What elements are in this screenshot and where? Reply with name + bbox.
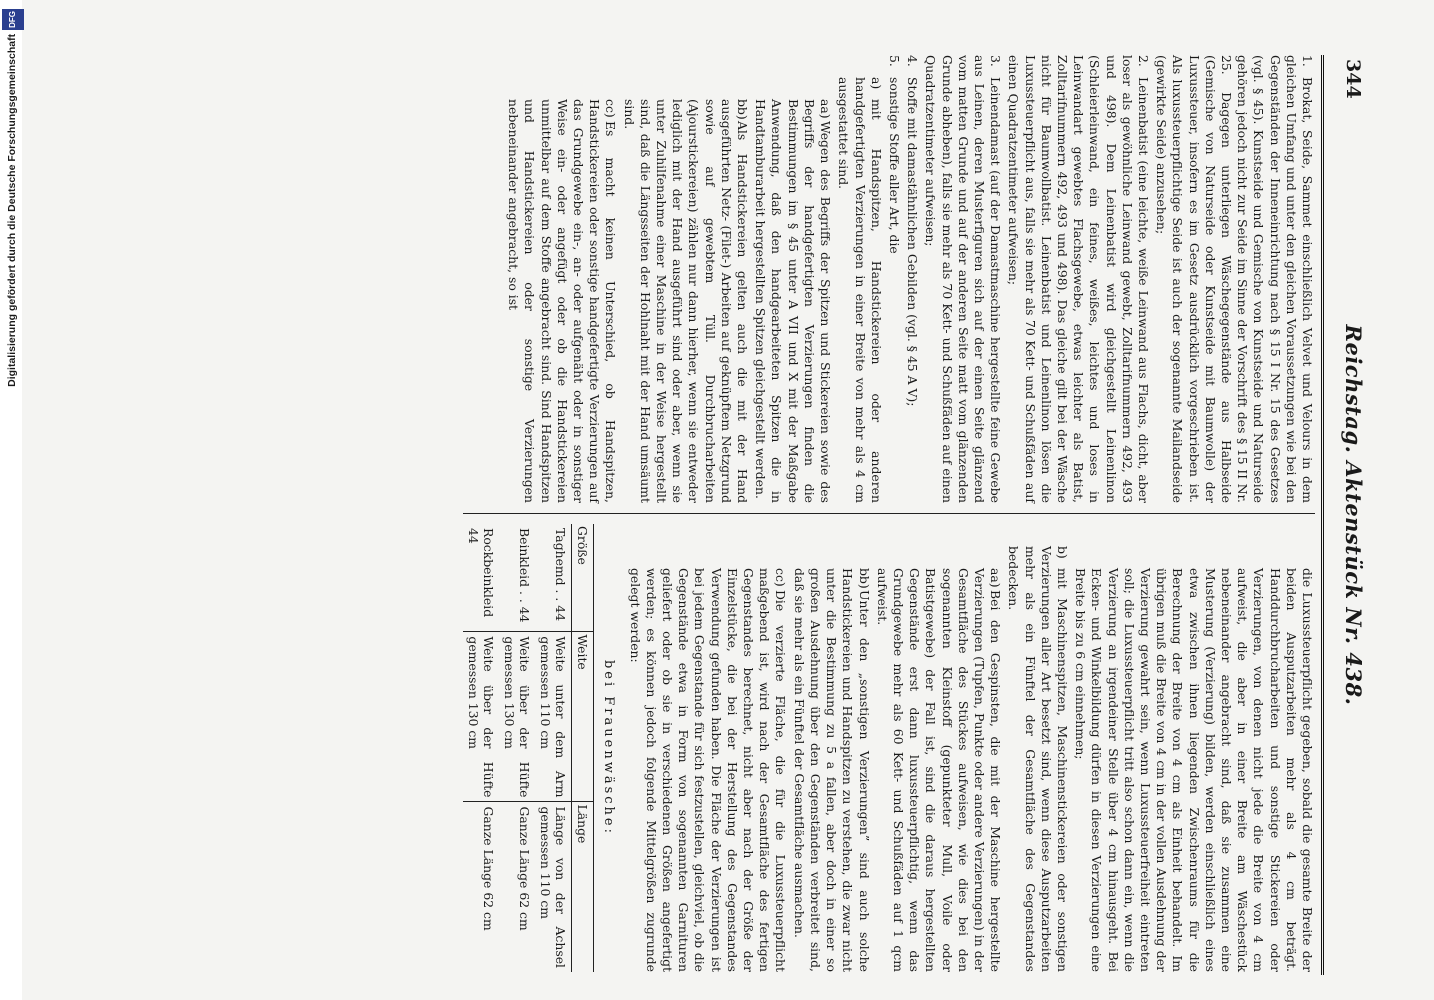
dfg-credit-text: Digitalisierung gefördert durch die Deutsche Forschungsgemeinschaft bbox=[6, 33, 18, 387]
paragraph-5b-cc: cc)Die verzierte Fläche, die für die Luxussteuerpflicht maßgebend ist, wird nach der Gesamtfläche des fertigen Gegenstandes berechnet, nicht aber nach der Größe der Einzelstücke, die bei der Herstellung des Gegenstandes Verwendung gefunden haben. Die Fläche der Verzierungen ist bei jedem Gegenstande für sich festzustellen, gleichviel, ob die Gegenstände etwa in Form von sogenannten Garnituren geliefert oder ob sie in verschiedenen Größen angefertigt werden; es können jedoch folgende Mittelgrößen zugrunde gelegt werden: bbox=[627, 568, 789, 972]
paragraph-5b-bb: bb)Unter den „sonstigen Verzierungen” sind auch solche Handstickereien und Handspitzen zu verstehen, die zwar nicht unter die Bestimmung zu 5 a fallen, aber doch in einer so großen Ausdehnung über den Gegenständen verbreitet sind, daß sie mehr als ein Fünftel der Gesamtfläche ausmachen. bbox=[791, 568, 872, 972]
dfg-credit bbox=[1, 1, 23, 981]
rotated-content bbox=[80, 55, 1370, 975]
table-cell: Weite unter dem Arm gemessen 110 cm bbox=[535, 632, 572, 802]
table-cell: Taghemd . . 44 bbox=[553, 528, 569, 622]
table-cell: Beinkleid . . 44 bbox=[517, 528, 533, 623]
left-column bbox=[463, 55, 1315, 513]
col-header-length: Länge bbox=[572, 802, 594, 972]
right-column bbox=[463, 513, 1315, 972]
dfg-logo: DFG bbox=[2, 9, 24, 30]
paragraph-5b: b)mit Maschinenspitzen, Maschinenstickereien oder sonstigen Verzierungen aller Art besetzt sind, wenn diese Ausputzarbeiten mehr als ein Fünftel der Gesamtfläche des Gegenstandes bedecken. bbox=[1006, 546, 1070, 972]
paragraph-3: 3.Leinendamast (auf der Damastmaschine hergestellte feine Gewebe aus Leinen, deren Musterfiguren sich auf der einen Seite glänzend vom matten Grunde und auf der anderen Seite matt vom glänzenden Grunde abheben), falls sie mehr als 70 Kett- und Schußfäden auf einen Quadratzentimeter aufweisen; bbox=[923, 55, 1004, 503]
paragraph-5: 5.sonstige Stoffe aller Art, die bbox=[886, 55, 902, 254]
table-header-row bbox=[572, 524, 594, 972]
col-header-size: Größe bbox=[572, 524, 594, 632]
table-cell: Länge von der Achsel gemessen 110 cm bbox=[535, 802, 572, 972]
footer-strip bbox=[0, 0, 22, 1000]
table-cell: Ganze Länge 62 cm bbox=[463, 802, 499, 972]
paragraph-5b-aa: aa)Bei den Gespinsten, die mit der Maschine hergestellte Verzierungen (Tupfen, Punkte oder andere Verzierungen) in der Gesamtfläche des Stückes aufweisen, wie dies bei den sogenannten Kleinstoff (gepunkteter Mull, Voile oder Batistgewebe) der Fall ist, sind die daraus hergestellten Gegenstände erst dann luxussteuerpflichtig, wenn das Grundgewebe mehr als 60 Kett- und Schußfäden auf 1 qcm aufweist. bbox=[874, 568, 1004, 972]
table-row bbox=[499, 524, 535, 972]
paragraph-2: 2.Leinenbatist (eine leichte, weiße Leinwand aus Flachs, dicht, aber loser als gewöhnliche Leinwand gewebt, Zolltarifnummern 492, 493 und 498). Dem Leinenbatist wird gleichgestellt Leinenlinon (Schleierleinwand, ein feines, weißes, leichtes und loses in Leinwandart gewebtes Flachsgewebe, etwas leichter als Batist, Zolltarifnummern 492, 493 und 498). Das gleiche gilt bei der Wäsche nicht für Baumwollbatist. Leinenbatist und Leinenlinon lösen die Luxussteuerpflicht aus, falls sie mehr als 70 Kett- und Schußfäden auf einen Quadratzentimeter aufweisen; bbox=[1006, 55, 1151, 503]
paragraph-1: 1.Brokat, Seide, Sammet einschließlich Velvet und Velours in dem gleichen Umfang und unter den gleichen Voraussetzungen wie bei den Gegenständen der Inneneinrichtung nach § 15 I Nr. 15 des Gesetzes (vgl. § 45). Kunstseide und Gemische von Kunstseide und Naturseide gehören jedoch nicht zur Seide im Sinne der Vorschrift des § 15 II Nr. 25. Dagegen unterliegen Wäschegegenstände aus Halbseide (Gemische von Naturseide oder Kunstseide mit Baumwolle) der Luxussteuer, insofern es im Gesetz ausdrücklich vorgeschrieben ist. Als luxussteuerpflichtige Seide ist auch der sogenannte Mailandseide (gewirkte Seide) anzusehen; bbox=[1154, 55, 1315, 503]
size-table bbox=[463, 524, 594, 972]
col-header-width: Weite bbox=[572, 632, 594, 802]
paragraph-5a: a)mit Handspitzen, Handstickereien oder anderen handgefertigten Verzierungen in einer Breite von mehr als 4 cm ausgestattet sind. bbox=[836, 77, 884, 503]
paragraph-5a-bb: bb)Als Handstickereien gelten auch die mit der Hand ausgeführten Netz- (Filet-) Arbeiten auf geknüpftem Netzgrund sowie auf gewebtem Tüll. Durchbrucharbeiten (Ajourstickereien) zählen nur dann hierher, wenn sie entweder lediglich mit der Hand ausgeführt sind oder aber, wenn sie unter Zuhilfenahme einer Maschine in der Weise hergestellt sind, daß die Längsseiten der Hohlnaht mit der Hand umsäumt sind. bbox=[621, 99, 751, 503]
table-cell: Rockbeinkleid 44 bbox=[466, 528, 497, 618]
table-title: bei Frauenwäsche: bbox=[601, 659, 617, 836]
paragraph-4: 4.Stoffe mit damastähnlichen Gebilden (vgl. § 45 A V); bbox=[905, 55, 921, 407]
page-header bbox=[1321, 55, 1370, 975]
paragraph-5a-aa: aa)Wegen des Begriffs der Spitzen und Stickereien sowie des Begriffs der handgefertigten Verzierungen finden die Bestimmungen im § 45 unter A VII und X mit der Maßgabe Anwendung, daß den handgearbeiteten Spitzen die in Handtamburarbeit hergestellten Spitzen gleichgestellt werden. bbox=[753, 99, 834, 503]
paragraph-5a-cc: cc)Es macht keinen Unterschied, ob Handspitzen, Handstickereien oder sonstige handgefertigte Verzierungen auf das Grundgewebe ein-, an- oder aufgenäht oder in sonstiger Weise ein- oder angefügt oder ob die Handstickereien unmittelbar auf dem Stoffe angebracht sind. Sind Handspitzen und Handstickereien oder sonstige Verzierungen nebeneinander angebracht, so ist bbox=[506, 99, 619, 503]
scanned-page bbox=[80, 55, 1370, 975]
table-cell: Ganze Länge 62 cm bbox=[499, 802, 535, 972]
two-columns bbox=[463, 55, 1315, 975]
page-title: Reichstag. Aktenstück Nr. 438. bbox=[1341, 324, 1366, 706]
table-row bbox=[535, 524, 572, 972]
paragraph-continued: die Luxussteuerpflicht gegeben, sobald die gesamte Breite der beiden Ausputzarbeiten mehr als 4 cm beträgt. Handdurchbrucharbeiten und sonstige Stickereien oder Verzierungen, von denen nicht jede die Breite von 4 cm aufweist, die aber in einer Breite am Wäschestück nebeneinander angebracht sind, daß sie zusammen eine Musterung (Verzierung) bilden, werden einschließlich eines etwa zwischen ihnen liegenden Zwischenraums für die Berechnung der Breite von 4 cm als Einheit behandelt. Im übrigen muß die Breite von 4 cm in der vollen Ausdehnung der Verzierung gewahrt sein, wenn Luxussteuerfreiheit eintreten soll; die Luxussteuerpflicht tritt also schon dann ein, wenn die Verzierung an irgendeiner Stelle über 4 cm hinausgeht. Bei Ecken- und Winkelbildung dürfen in diesen Verzierungen eine Breite bis zu 6 cm einnehmen; bbox=[1073, 568, 1315, 972]
table-cell: Weite über der Hüfte gemessen 130 cm bbox=[463, 632, 499, 802]
page-number: 344 bbox=[1342, 59, 1364, 99]
table-cell: Weite über der Hüfte gemessen 130 cm bbox=[499, 632, 535, 802]
table-row bbox=[463, 524, 499, 972]
